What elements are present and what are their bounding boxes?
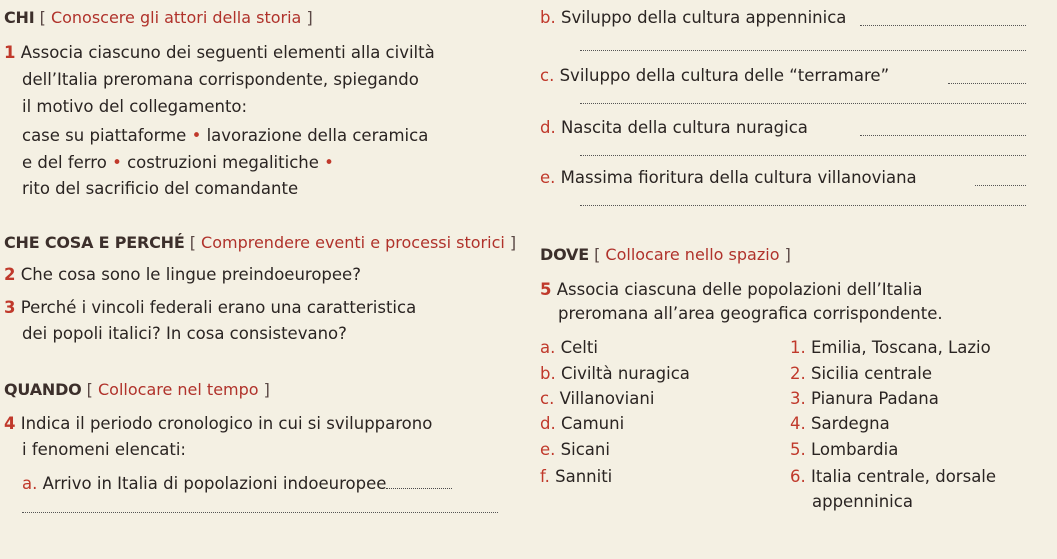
item-label: a. [22,474,38,493]
item-text: Arrivo in Italia di popolazioni indoeuropee [42,474,387,493]
item-label: e. [540,168,556,187]
section-header-che-cosa: CHE COSA E PERCHÉ [ Comprendere eventi e processi storici ] [4,233,517,252]
list-item: costruzioni megalitiche [127,153,319,172]
people-item: d. Camuni [540,414,625,433]
area-item: 3. Pianura Padana [790,389,939,408]
area-item: 1. Emilia, Toscana, Lazio [790,338,991,357]
answer-blank[interactable] [386,474,452,489]
section-keyword: CHI [4,8,35,27]
question-3 [4,298,416,318]
element-list-line [22,153,334,173]
answer-item-a [22,474,452,494]
list-item: e del ferro [22,153,107,172]
question-1 [4,43,435,63]
section-subtitle: Collocare nel tempo [98,380,259,399]
item-label: b. [540,8,556,27]
item-text: Sviluppo della cultura appenninica [560,8,847,27]
question-text: dell’Italia preromana corrispondente, spiegando [22,70,419,89]
question-text: dei popoli italici? In cosa consistevano? [22,324,347,343]
item-label: d. [540,118,556,137]
question-4 [4,414,432,434]
answer-item-b [540,8,846,28]
question-text: Associa ciascuna delle popolazioni dell’Italia [556,280,923,299]
answer-line[interactable] [580,50,1026,51]
people-item: e. Sicani [540,440,610,459]
question-text: il motivo del collegamento: [22,97,248,116]
section-keyword: DOVE [540,245,589,264]
list-item: lavorazione della ceramica [206,126,429,145]
item-label: c. [540,66,555,85]
people-item: b. Civiltà nuragica [540,364,690,383]
item-text: Massima fioritura della cultura villanoviana [560,168,917,187]
section-header-chi: CHI [ Conoscere gli attori della storia ] [4,8,313,27]
question-text: Associa ciascuno dei seguenti elementi alla civiltà [20,43,435,62]
answer-line[interactable] [580,103,1026,104]
bullet-dot-icon: • [112,153,122,172]
question-text: Indica il periodo cronologico in cui si svilupparono [20,414,433,433]
answer-blank[interactable] [860,25,1026,26]
question-text: Perché i vincoli federali erano una caratteristica [20,298,417,317]
area-item: 2. Sicilia centrale [790,364,933,383]
answer-line[interactable] [580,205,1026,206]
area-item: 5. Lombardia [790,440,899,459]
question-number: 2 [4,265,16,284]
answer-blank[interactable] [860,135,1026,136]
question-number: 5 [540,280,552,299]
question-2 [4,265,361,285]
section-header-dove: DOVE [ Collocare nello spazio ] [540,245,791,264]
question-number: 1 [4,43,16,62]
area-item: 4. Sardegna [790,414,890,433]
people-item: c. Villanoviani [540,389,655,408]
answer-blank[interactable] [975,185,1026,186]
question-number: 4 [4,414,16,433]
question-number: 3 [4,298,16,317]
bullet-dot-icon: • [191,126,202,145]
people-item: f. Sanniti [540,467,613,486]
item-text: Sviluppo della cultura delle “terramare” [559,66,890,85]
area-item-continuation: appenninica [812,492,913,511]
answer-item-c [540,66,889,86]
question-text: Che cosa sono le lingue preindoeuropee? [20,265,361,284]
section-header-quando: QUANDO [ Collocare nel tempo ] [4,380,270,399]
question-text: i fenomeni elencati: [22,440,186,459]
section-subtitle: Collocare nello spazio [605,245,780,264]
list-item: case su piattaforme [22,126,187,145]
answer-line[interactable] [580,155,1026,156]
answer-item-d [540,118,808,138]
section-keyword: CHE COSA E PERCHÉ [4,233,185,252]
people-item: a. Celti [540,338,598,357]
section-subtitle: Conoscere gli attori della storia [50,8,302,27]
bullet-dot-icon: • [324,153,334,172]
question-text: preromana all’area geografica corrispondente. [558,304,943,323]
section-keyword: QUANDO [4,380,82,399]
answer-item-e [540,168,917,188]
element-list-line [22,126,428,146]
section-subtitle: Comprendere eventi e processi storici [201,233,505,252]
question-5 [540,280,922,300]
area-item: 6. Italia centrale, dorsale [790,467,997,486]
item-text: Nascita della cultura nuragica [560,118,808,137]
answer-blank[interactable] [948,83,1026,84]
list-item: rito del sacrificio del comandante [22,179,299,198]
answer-line[interactable] [22,512,498,513]
